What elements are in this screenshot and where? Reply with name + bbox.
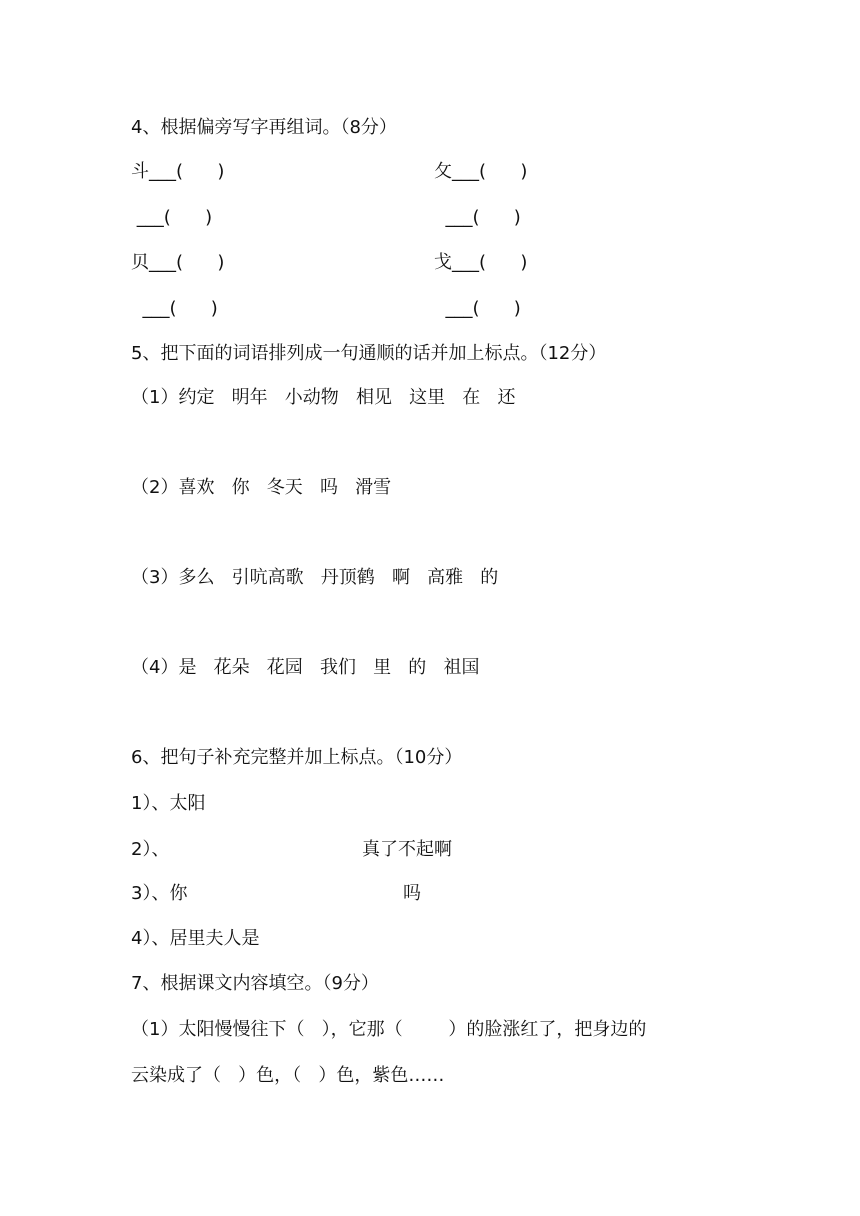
q4-row2-left: ___( ) (131, 207, 213, 228)
q4-row3-right: 戈___( ) (434, 252, 528, 273)
q6-item-3-prefix: 3）、你 (131, 883, 188, 904)
q6-item-4-prefix: 4）、居里夫人是 (131, 928, 260, 949)
q6-item-3-suffix: 吗 (403, 883, 421, 904)
q5-item-4: （4）是 花朵 花园 我们 里 的 祖国 (131, 657, 480, 678)
question-7-title: 7、根据课文内容填空。（9分） (131, 973, 379, 994)
q6-item-2-suffix: 真了不起啊 (362, 839, 452, 860)
q4-row2-right: ___( ) (434, 207, 521, 228)
question-5-title: 5、把下面的词语排列成一句通顺的话并加上标点。（12分） (131, 343, 607, 364)
q7-line-1: （1）太阳慢慢往下（ ），它那（ ）的脸涨红了，把身边的 (131, 1019, 647, 1040)
q5-item-3: （3）多么 引吭高歌 丹顶鹤 啊 高雅 的 (131, 567, 499, 588)
q4-row1-right: 攵___( ) (434, 161, 528, 182)
q4-row3-left: 贝___( ) (131, 252, 225, 273)
q6-item-2-prefix: 2）、 (131, 839, 170, 860)
q6-item-1-prefix: 1）、太阳 (131, 793, 206, 814)
question-6-title: 6、把句子补充完整并加上标点。（10分） (131, 747, 463, 768)
q4-row4-left: ___( ) (131, 298, 218, 319)
question-4-title: 4、根据偏旁写字再组词。（8分） (131, 117, 397, 138)
q7-line-2: 云染成了（ ）色，（ ）色，紫色…… (131, 1065, 445, 1086)
q5-item-1: （1）约定 明年 小动物 相见 这里 在 还 (131, 387, 516, 408)
q5-item-2: （2）喜欢 你 冬天 吗 滑雪 (131, 477, 392, 498)
q4-row4-right: ___( ) (434, 298, 521, 319)
q4-row1-left: 斗___( ) (131, 161, 225, 182)
